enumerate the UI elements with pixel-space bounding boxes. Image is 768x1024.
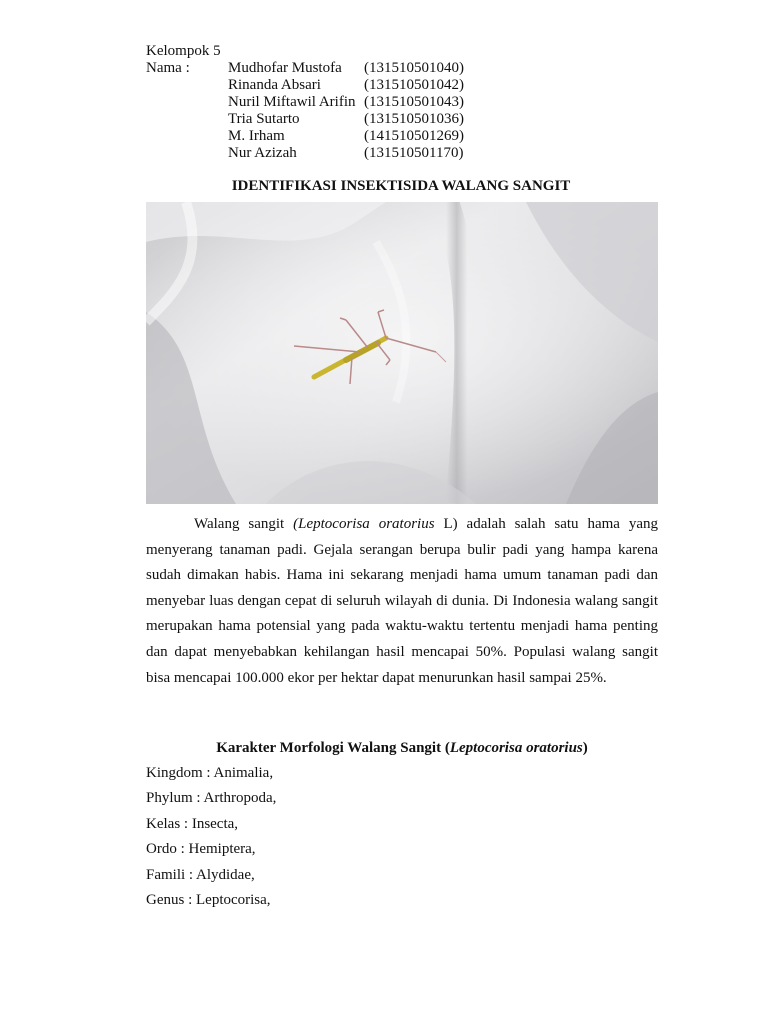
member-nim: (131510501036)	[364, 111, 464, 127]
species-name: (Leptocorisa oratorius	[293, 516, 435, 532]
paragraph-lead: Walang sangit	[194, 516, 285, 532]
taxonomy-item: Kingdom : Animalia,	[146, 765, 274, 781]
paragraph-body: L) adalah salah satu hama yang menyerang tanaman padi. Gejala serangan berupa bulir padi yang hampa karena sudah dimakan habis. Hama ini sekarang menjadi hama umum tanaman padi dan menyebar luas dengan cepat di seluruh wilayah di dunia. Di Indonesia walang sangit merupakan hama potensial yang pada waktu-waktu tertentu menjadi hama penting dan dapat menyebabkan kehilangan hasil mencapai 50%. Populasi walang sangit bisa mencapai 100.000 ekor per hektar dapat menurunkan hasil sampai 25%.	[146, 516, 659, 686]
intro-paragraph	[146, 512, 658, 691]
member-nim: (131510501042)	[364, 77, 464, 93]
taxonomy-list	[146, 763, 658, 915]
member-name: Nur Azizah	[228, 145, 297, 161]
walang-sangit-photo-image	[146, 202, 658, 504]
member-nim: (131510501043)	[364, 94, 464, 110]
taxonomy-item: Famili : Alydidae,	[146, 866, 255, 883]
taxonomy-item: Kelas : Insecta,	[146, 815, 239, 832]
taxonomy-item: Phylum : Arthropoda,	[146, 790, 277, 807]
member-name: Rinanda Absari	[228, 77, 321, 93]
member-name: Mudhofar Mustofa	[228, 60, 342, 76]
group-label: Kelompok 5	[146, 43, 221, 59]
morphology-heading-prefix: Karakter Morfologi Walang Sangit (	[216, 740, 450, 756]
member-name: M. Irham	[228, 128, 285, 144]
member-name: Tria Sutarto	[228, 111, 300, 127]
taxonomy-item: Genus : Leptocorisa,	[146, 891, 271, 908]
insect-photo	[146, 202, 658, 504]
morphology-heading-species: Leptocorisa oratorius	[449, 740, 583, 756]
name-label: Nama :	[146, 60, 190, 76]
document-title: IDENTIFIKASI INSEKTISIDA WALANG SANGIT	[231, 178, 571, 194]
member-nim: (131510501040)	[364, 60, 464, 76]
member-nim: (141510501269)	[364, 128, 464, 144]
member-name: Nuril Miftawil Arifin	[228, 94, 356, 110]
member-nim: (131510501170)	[364, 145, 464, 161]
morphology-heading-suffix: )	[582, 740, 588, 756]
morphology-heading	[146, 739, 658, 757]
taxonomy-item: Ordo : Hemiptera,	[146, 841, 256, 858]
